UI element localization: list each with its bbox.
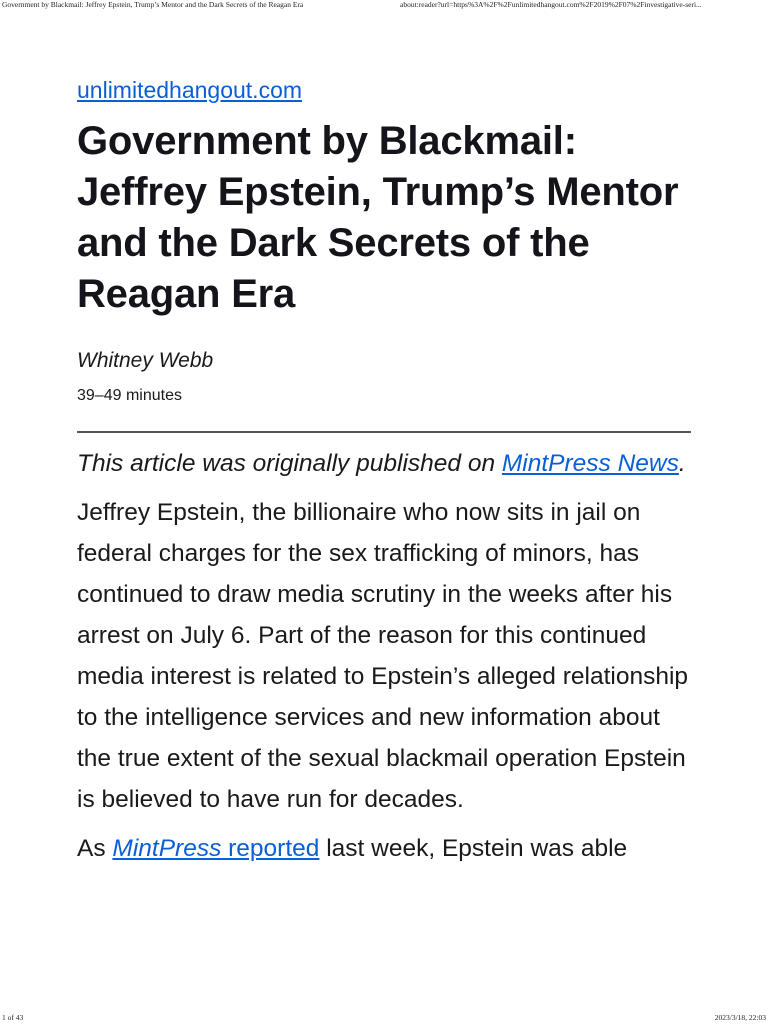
intro-suffix: . <box>678 450 686 477</box>
mintpress-reported-link[interactable] <box>112 835 319 862</box>
paragraph2-prefix: As <box>77 835 113 862</box>
mintpress-italic: MintPress <box>112 835 222 862</box>
page-number: 1 of 43 <box>2 1013 24 1022</box>
mintpress-news-link[interactable]: MintPress News <box>501 450 679 477</box>
source-domain-link[interactable]: unlimitedhangout.com <box>77 77 303 103</box>
print-header <box>0 0 768 12</box>
paragraph2-suffix: last week, Epstein was able <box>319 835 628 862</box>
print-datetime: 2023/3/18, 22:03 <box>714 1013 766 1022</box>
print-footer <box>0 1012 768 1024</box>
article-title: Government by Blackmail: Jeffrey Epstein, Trump’s Mentor and the Dark Secrets of the Reagan Era <box>77 119 679 316</box>
body-paragraph-1: Jeffrey Epstein, the billionaire who now sits in jail on federal charges for the sex trafficking of minors, has continued to draw media scrutiny in the weeks after his arrest on July 6. Part of the reason for this continued media interest is related to Epstein’s alleged relationship to the intelligence services and new information about the true extent of the sexual blackmail operation Epstein is believed to have run for decades. <box>77 499 689 813</box>
article <box>77 74 691 869</box>
reported-text: reported <box>221 835 320 862</box>
print-header-url: about:reader?url=https%3A%2F%2Funlimitedhangout.com%2F2019%2F07%2Finvestigative-seri... <box>400 0 702 9</box>
intro-prefix: This article was originally published on <box>77 450 502 477</box>
header-divider <box>77 431 691 433</box>
article-author: Whitney Webb <box>77 349 214 372</box>
reading-time: 39–49 minutes <box>77 387 182 404</box>
intro-paragraph <box>77 443 691 484</box>
print-header-title: Government by Blackmail: Jeffrey Epstein, Trump’s Mentor and the Dark Secrets of the Reagan Era <box>2 0 304 9</box>
body-paragraph-2 <box>77 828 691 869</box>
